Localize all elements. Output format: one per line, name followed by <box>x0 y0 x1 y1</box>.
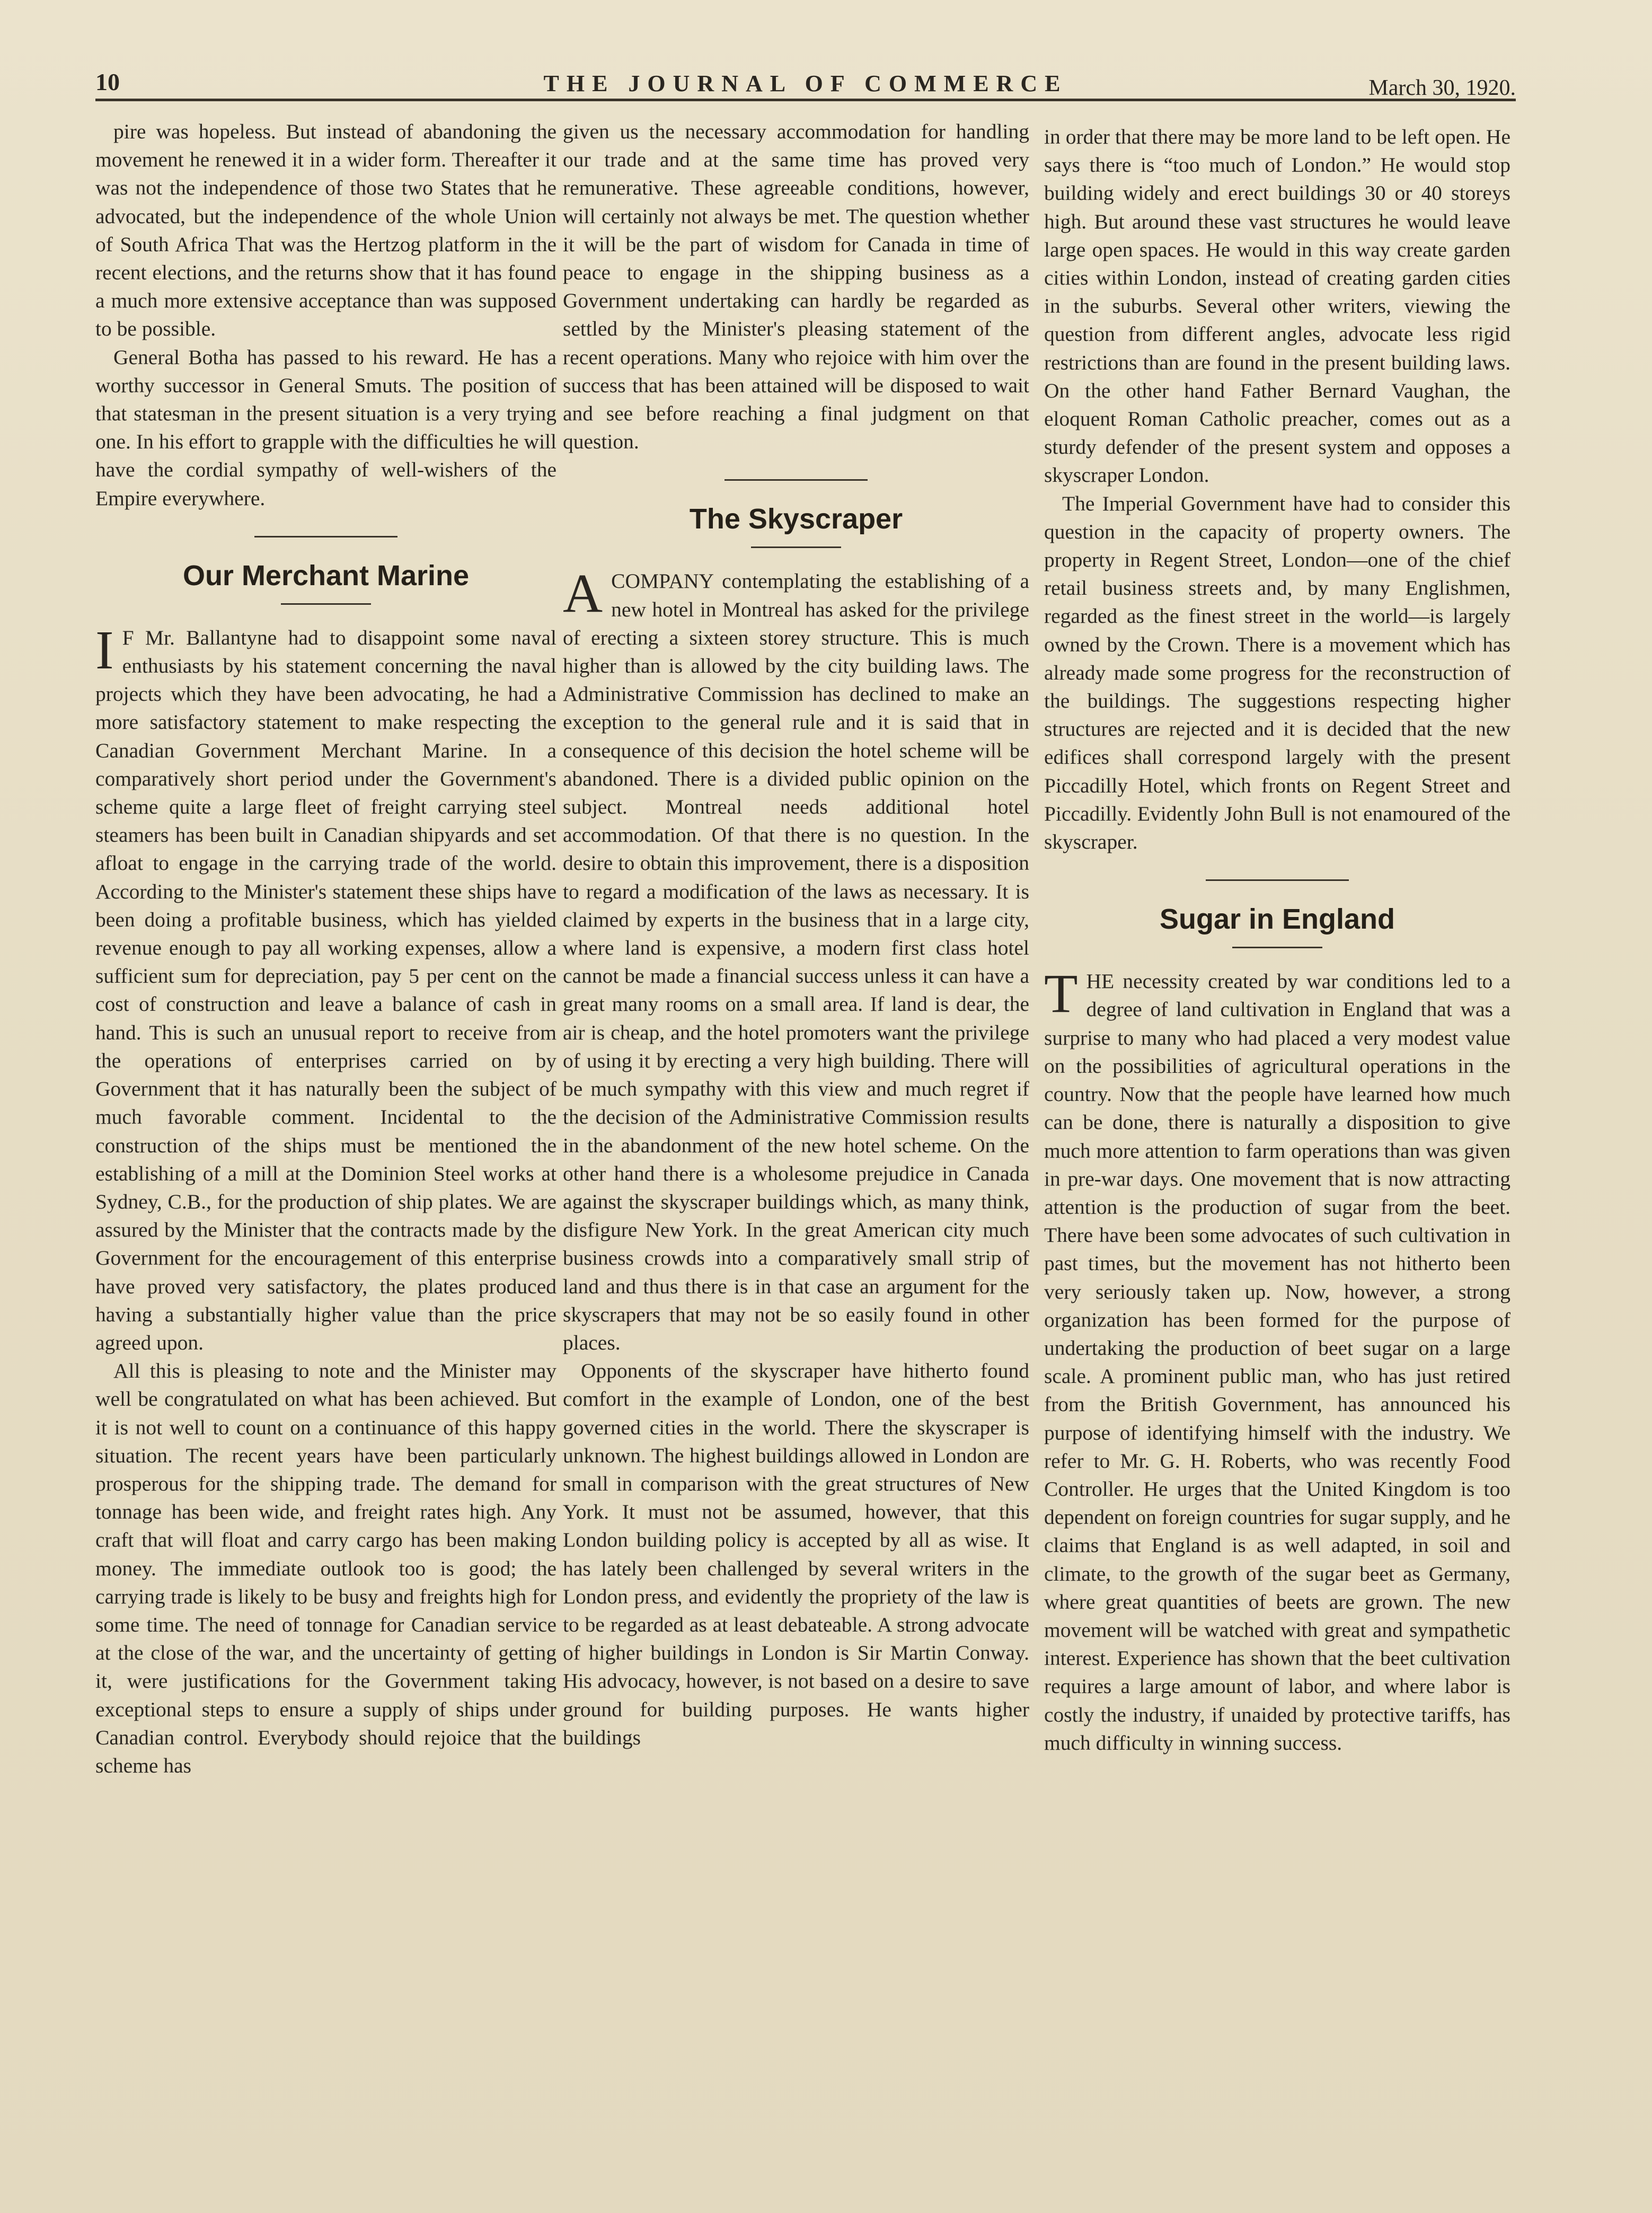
drop-cap: I <box>95 619 114 681</box>
title-underline <box>751 546 841 548</box>
article-continued-paragraph: General Botha has passed to his reward. He has a worthy successor in General Smuts. The position of that statesman in the present situation is a very trying one. In his effort to grapple with the difficulties he will have the cordial sympathy of well-wishers of the Empire everywhere. <box>95 345 556 510</box>
title-underline <box>281 603 371 605</box>
journal-title: THE JOURNAL OF COMMERCE <box>543 70 1068 96</box>
article-paragraph <box>563 563 1029 1357</box>
column-2 <box>563 118 1029 1752</box>
paragraph-text: HE necessity created by war conditions led to a degree of land cultivation in England that was a surprise to many who had placed a very modest value on the possibilities of agricultural operations in the country. Now that the people have learned how much can be done, there is naturally a disposition to give much more attention to farm operations than was given in pre-war days. One movement that is now attracting attention is the production of sugar from the beet. There have been some advocates of such cultivation in past times, but the movement has not hitherto been very seriously taken up. Now, however, a strong organization has been formed for the purpose of undertaking the production of beet sugar on a large scale. A prominent public man, who has just retired from the British Government, has announced his purpose of identifying himself with the industry. We refer to Mr. G. H. Roberts, who was recently Food Controller. He urges that the United Kingdom is too dependent on foreign countries for sugar supply, and he claims that England is as well adapted, in soil and climate, to the growth of the sugar beet as Germany, where great quantities of beets are grown. The new movement will be watched with great and sympathetic interest. Experience has shown that the beet cultivation requires a large amount of labor, and where labor is costly the industry, if unaided by protective tariffs, has much difficulty in winning success. <box>1044 969 1510 1754</box>
drop-cap: T <box>1044 963 1078 1025</box>
drop-cap: A <box>563 563 603 624</box>
header-rule <box>95 99 1516 101</box>
column-3 <box>1044 123 1510 1757</box>
article-title-merchant-marine: Our Merchant Marine <box>182 559 470 592</box>
article-title-skyscraper: The Skyscraper <box>689 503 903 535</box>
section-divider <box>725 479 868 481</box>
article-paragraph <box>95 619 556 1357</box>
article-paragraph: All this is pleasing to note and the Minister may well be congratulated on what has been achieved. But it is not well to count on a continuance of this happy situation. The recent years have been particularly prosperous for the shipping trade. The demand for tonnage has been wide, and freight rates high. Any craft that will float and carry cargo has been making money. The immediate outlook too is good; the carrying trade is likely to be busy and freights high for some time. The need of tonnage for Canadian service at the close of the war, and the uncertainty of getting it, were justifications for the Government taking exceptional steps to ensure a supply of ships under Canadian control. Everybody should rejoice that the scheme has <box>95 1359 556 1777</box>
article-paragraph: in order that there may be more land to be left open. He says there is “too much of London.” He would stop building widely and erect buildings 30 or 40 storeys high. But around these vast structures he would leave large open spaces. He would in this way create garden cities within London, instead of creating garden cities in the suburbs. Several other writers, viewing the question from different angles, advocate less rigid restrictions than are found in the present building laws. On the other hand Father Bernard Vaughan, the eloquent Roman Catholic preacher, comes out as a sturdy defender of the present system and opposes a skyscraper London. <box>1044 125 1510 487</box>
section-divider <box>1206 879 1349 881</box>
article-title-sugar-in-england: Sugar in England <box>1159 903 1395 936</box>
page-number: 10 <box>95 68 120 95</box>
article-continued-paragraph: pire was hopeless. But instead of abandoning the movement he renewed it in a wider form. Thereafter it was not the independence of those two States that he advocated, but the independence of the whole Union of South Africa That was the Hertzog platform in the recent elections, and the returns show that it has found a much more extensive acceptance than was supposed to be possible. <box>95 120 556 341</box>
article-paragraph: Opponents of the skyscraper have hitherto found comfort in the example of London, one of the best governed cities in the world. There the skyscraper is unknown. The highest buildings allowed in London are small in comparison with the great structures of New York. It must not be assumed, however, that this London building policy is accepted by all as wise. It has lately been challenged by several writers in the London press, and evidently the propriety of the law is to be regarded as at least debateable. A strong advocate of higher buildings in London is Sir Martin Conway. His advocacy, however, is not based on a desire to save ground for building purposes. He wants higher buildings <box>563 1359 1029 1749</box>
page-header <box>95 68 1516 100</box>
paragraph-text: COMPANY contemplating the establishing of a new hotel in Montreal has asked for the privilege of erecting a sixteen storey structure. This is much higher than is allowed by the city building laws. The Administrative Commission has declined to make an exception to the general rule and it is said that in consequence of this decision the hotel scheme will be abandoned. There is a divided public opinion on the subject. Montreal needs additional hotel accommodation. Of that there is no question. In the desire to obtain this improvement, there is a disposition to regard a modification of the laws as necessary. It is claimed by experts in the business that in a large city, where land is expensive, a modern first class hotel cannot be made a financial success unless it can have a great many rooms on a small area. If land is dear, the air is cheap, and the hotel promoters want the privilege of using it by erecting a very high building. There will be much sympathy with this view and much regret if the decision of the Administrative Commission results in the abandonment of the new hotel scheme. On the other hand there is a wholesome prejudice in Canada against the skyscraper buildings which, as many think, disfigure New York. In the great American city much business crowds into a comparatively small strip of land and thus there is in that case an argument for the skyscrapers that may not be so easily found in other places. <box>563 569 1029 1354</box>
article-paragraph: The Imperial Government have had to consider this question in the capacity of property owners. The property in Regent Street, London—one of the chief retail business streets and, by many Englishmen, regarded as the finest street in the world—is largely owned by the Crown. There is a movement which has already made some progress for the reconstruction of the buildings. The suggestions respecting higher structures are rejected and it is decided that the new edifices shall correspond largely with the present Piccadilly Hotel, which fronts on Regent Street and Piccadilly. Evidently John Bull is not enamoured of the skyscraper. <box>1044 491 1510 854</box>
article-paragraph <box>1044 963 1510 1757</box>
title-underline <box>1232 947 1322 948</box>
section-divider <box>254 536 397 537</box>
article-paragraph: given us the necessary accommodation for handling our trade and at the same time has proved very remunerative. These agreeable conditions, however, will certainly not always be met. The question whether it will be the part of wisdom for Canada in time of peace to engage in the shipping business as a Government undertaking can hardly be regarded as settled by the Minister's pleasing statement of the recent operations. Many who rejoice with him over the success that has been attained will be disposed to wait and see before reaching a final judgment on that question. <box>563 120 1029 454</box>
column-1 <box>95 118 556 1780</box>
issue-date: March 30, 1920. <box>1368 76 1516 100</box>
paragraph-text: F Mr. Ballantyne had to disappoint some naval enthusiasts by his statement concerning the naval projects which they have been advocating, he had a more satisfactory statement to make respecting the Canadian Government Merchant Marine. In a comparatively short period under the Government's scheme quite a large fleet of freight carrying steel steamers has been built in Canadian shipyards and set afloat to engage in the carrying trade of the world. According to the Minister's statement these ships have been doing a profitable business, which has yielded revenue enough to pay all working expenses, allow a sufficient sum for depreciation, pay 5 per cent on the cost of construction and leave a balance of cash in hand. This is such an unusual report to receive from the operations of enterprises carried on by Government that it has naturally been the subject of much favorable comment. Incidental to the construction of the ships must be mentioned the establishing of a mill at the Dominion Steel works at Sydney, C.B., for the production of ship plates. We are assured by the Minister that the contracts made by the Government for the encouragement of this enterprise have proved very satisfactory, the plates produced having a substantially higher value than the price agreed upon. <box>95 625 556 1354</box>
